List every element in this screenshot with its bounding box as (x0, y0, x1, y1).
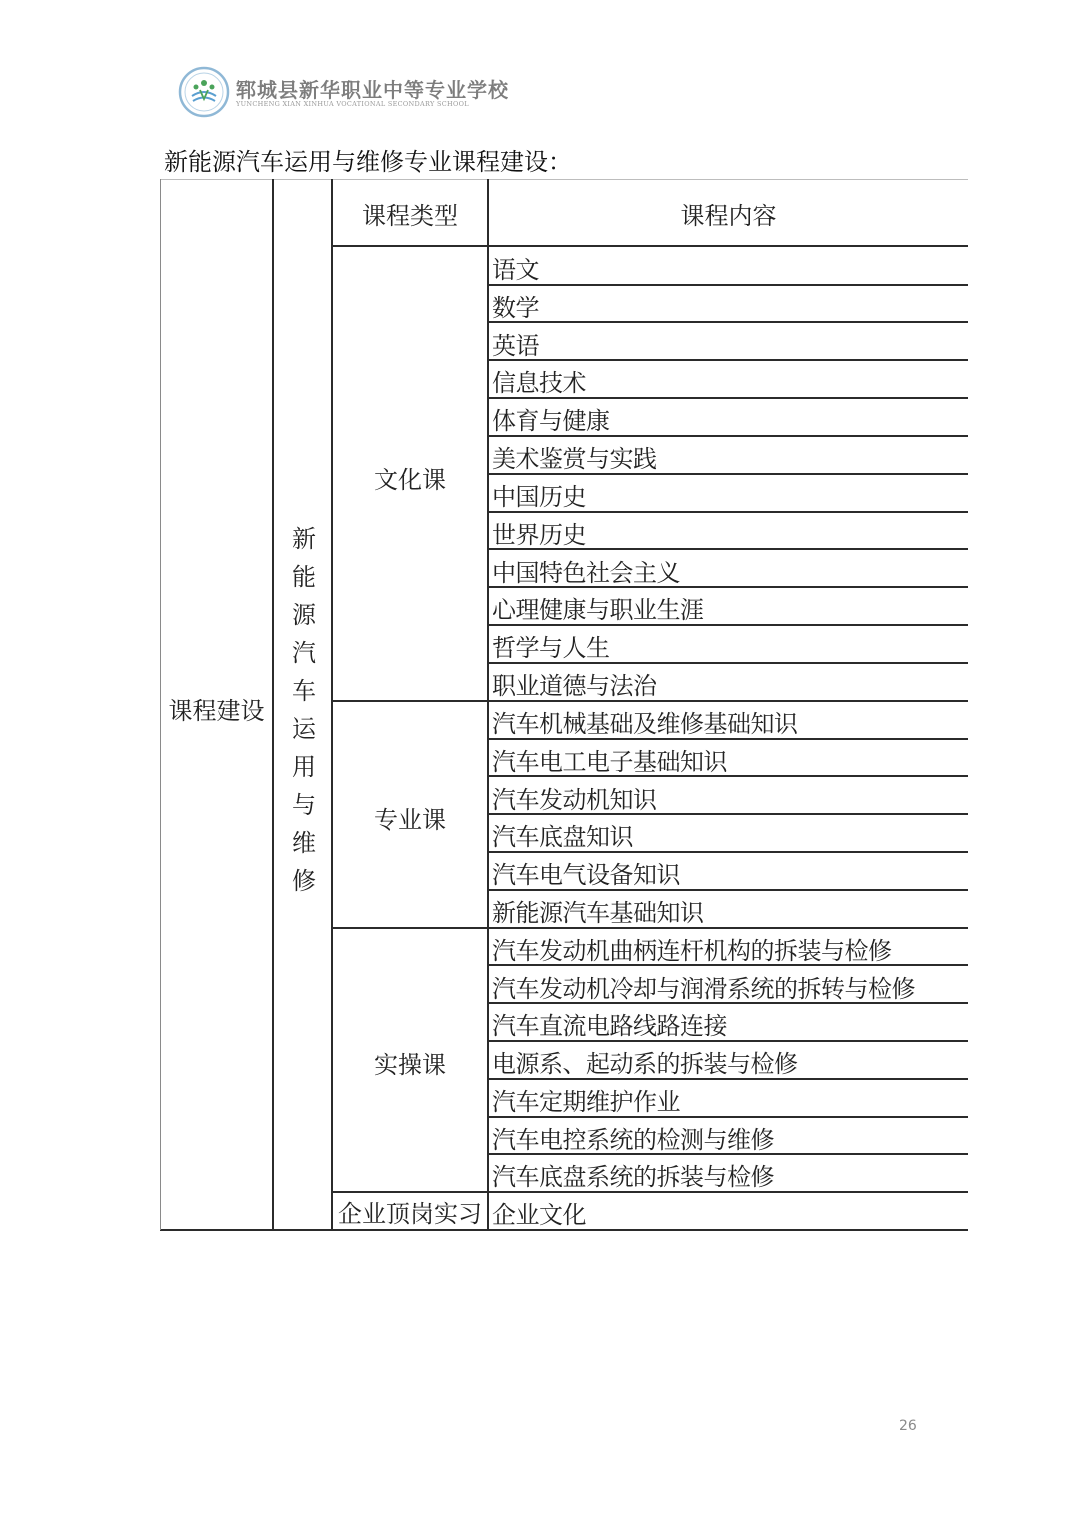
course-item: 汽车直流电路线路连接 (492, 1011, 727, 1040)
section-title: 新能源汽车运用与维修专业课程建设： (164, 148, 572, 176)
course-item: 汽车电气设备知识 (492, 860, 680, 889)
divider-col-1 (272, 179, 274, 1230)
course-item: 世界历史 (492, 520, 586, 549)
row-header-course-construction: 课程建设 (168, 696, 265, 725)
course-item: 语文 (492, 255, 539, 284)
major-name: 新能源汽车运用与维修 (292, 525, 316, 895)
course-item: 汽车机械基础及维修基础知识 (492, 709, 798, 738)
course-type-professional: 专业课 (374, 805, 446, 834)
course-item: 汽车底盘知识 (492, 822, 633, 851)
col-header-content: 课程内容 (680, 202, 777, 230)
row-separator (488, 284, 968, 286)
course-item: 哲学与人生 (492, 633, 610, 662)
course-item: 汽车底盘系统的拆装与检修 (492, 1162, 774, 1191)
school-emblem-icon (178, 66, 230, 118)
course-item: 汽车发动机知识 (492, 785, 657, 814)
course-item: 美术鉴赏与实践 (492, 444, 657, 473)
course-item: 汽车电控系统的检测与维修 (492, 1125, 774, 1154)
course-item: 职业道德与法治 (492, 671, 657, 700)
course-item: 汽车发动机冷却与润滑系统的拆转与检修 (492, 974, 915, 1003)
col-header-type: 课程类型 (362, 202, 458, 230)
course-item: 新能源汽车基础知识 (492, 898, 704, 927)
course-item: 信息技术 (492, 368, 586, 397)
course-item: 英语 (492, 331, 539, 360)
course-item: 电源系、起动系的拆装与检修 (492, 1049, 798, 1078)
course-item: 体育与健康 (492, 406, 610, 435)
course-item: 企业文化 (492, 1200, 586, 1229)
school-name-english: YUNCHENG XIAN XINHUA VOCATIONAL SECONDARY SCHOOL (236, 100, 469, 108)
divider-col-3 (487, 179, 489, 1230)
page-number: 26 (899, 1418, 917, 1434)
course-item: 汽车发动机曲柄连杆机构的拆装与检修 (492, 936, 892, 965)
course-item: 中国历史 (492, 482, 586, 511)
course-item: 中国特色社会主义 (492, 558, 680, 587)
course-item: 汽车电工电子基础知识 (492, 747, 727, 776)
table-header-rule (332, 245, 968, 247)
table-top-border (160, 179, 968, 180)
course-type-cultural: 文化课 (374, 465, 446, 494)
school-logo (178, 66, 508, 120)
row-separator (488, 321, 968, 323)
course-item: 汽车定期维护作业 (492, 1087, 680, 1116)
school-name: 郓城县新华职业中等专业学校 (236, 78, 509, 102)
course-type-practical: 实操课 (374, 1050, 446, 1079)
course-item: 心理健康与职业生涯 (492, 595, 704, 624)
course-item: 数学 (492, 293, 539, 322)
course-type-internship: 企业顶岗实习 (338, 1199, 482, 1228)
